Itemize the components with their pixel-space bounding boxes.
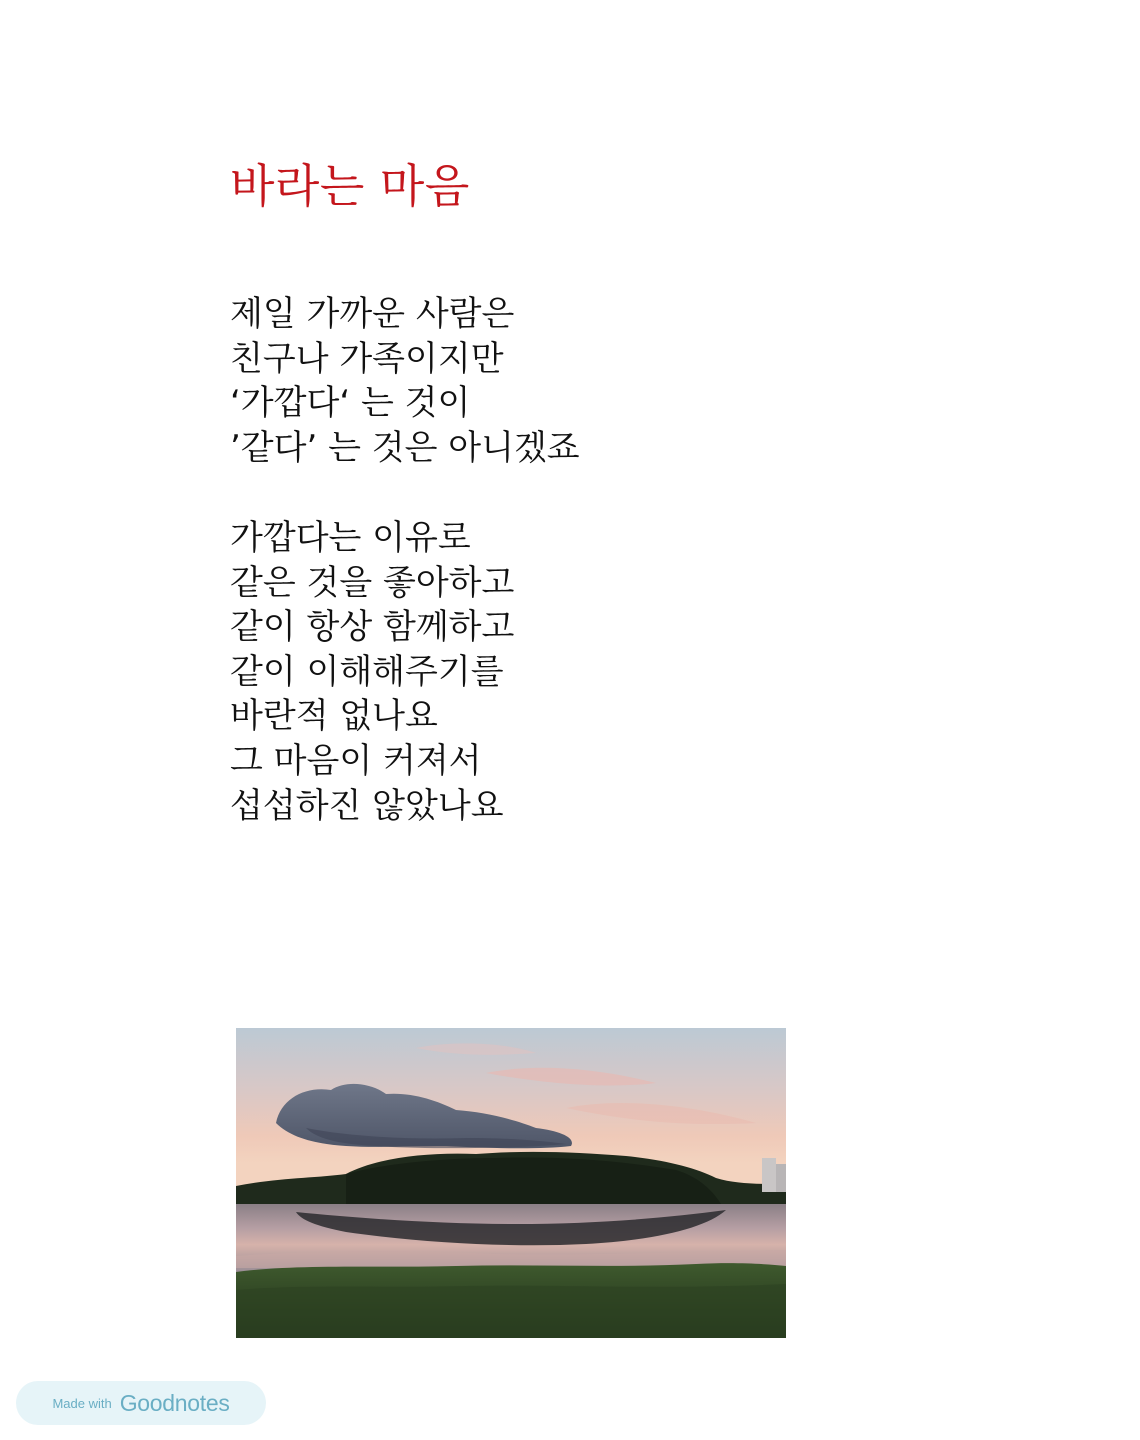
poem-line: ’같다’ 는 것은 아니겠죠 (230, 427, 580, 468)
poem-line: 섭섭하진 않았나요 (230, 785, 504, 826)
poem-line: 바란적 없나요 (230, 696, 438, 737)
poem-stanza-2 (230, 516, 514, 828)
poem-line: ‘가깝다‘ 는 것이 (230, 383, 471, 424)
poem-title: 바라는 마음 (230, 159, 470, 213)
poem-line: 같이 이해해주기를 (230, 651, 504, 692)
poem-line: 친구나 가족이지만 (230, 338, 504, 379)
made-with-goodnotes-badge[interactable] (16, 1381, 266, 1425)
poem-line: 제일 가까운 사람은 (230, 294, 515, 334)
goodnotes-logo: Goodnotes (119, 1389, 230, 1416)
sunset-lake-photo (236, 1028, 786, 1338)
poem-line: 그 마음이 커져서 (230, 740, 482, 781)
badge-prefix: Made with (52, 1395, 112, 1411)
poem-line: 같이 항상 함께하고 (230, 607, 515, 648)
poem-line: 같은 것을 좋아하고 (230, 562, 515, 603)
poem-line: 가깝다는 이유로 (230, 518, 471, 558)
poem-stanza-1 (230, 292, 580, 470)
